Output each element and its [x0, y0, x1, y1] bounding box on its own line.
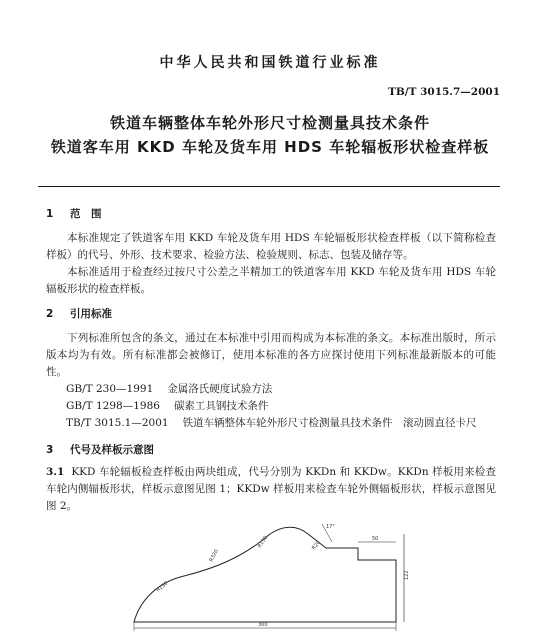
- section-number: 3: [46, 444, 54, 456]
- section-3-heading: [46, 442, 154, 457]
- title-divider: [38, 186, 500, 187]
- section-title: 引用标准: [70, 308, 112, 320]
- paragraph: 本标准适用于检查经过按尺寸公差之半精加工的铁道客车用 KKD 车轮及货车用 HDS 车轮辐板形状的检查样板。: [46, 266, 496, 295]
- section-number: 2: [46, 308, 54, 320]
- standard-number: TB/T 3015.7—2001: [388, 86, 500, 98]
- section-2-body: [46, 330, 496, 381]
- dimension-label: 50: [372, 536, 379, 542]
- gauge-drawing: [100, 520, 430, 632]
- paragraph: 下列标准所包含的条文，通过在本标准中引用而构成为本标准的条文。本标准出版时，所示版本均为有效。所有标准都会被修订，使用本标准的各方应探讨使用下列标准最新版本的可能性。: [46, 332, 496, 378]
- section-1-heading: [46, 206, 102, 221]
- section-title: 范 围: [70, 208, 102, 220]
- reference-list: [66, 381, 506, 432]
- dimension-label: 17°: [326, 524, 335, 530]
- dimension-label: R130: [155, 580, 170, 594]
- gauge-figure: [100, 520, 430, 632]
- paragraph: 本标准规定了铁道客车用 KKD 车轮及货车用 HDS 车轮辐板形状检查样板（以下简称检查样板）的代号、外形、技术要求、检验方法、检验规则、标志、包装及储存等。: [46, 232, 496, 261]
- reference-item: [66, 381, 506, 398]
- reference-title: 铁道车辆整体车轮外形尺寸检测量具技术条件 滚动圆直径卡尺: [182, 417, 477, 429]
- section-1-body: [46, 230, 496, 298]
- subsection-number: 3.1: [46, 466, 65, 478]
- reference-item: [66, 415, 506, 432]
- paragraph: [46, 464, 496, 515]
- dimension-label: 122: [404, 570, 410, 580]
- reference-code: TB/T 3015.1—2001: [66, 417, 169, 429]
- reference-item: [66, 398, 506, 415]
- document-title-line-2: 铁道客车用 KKD 车轮及货车用 HDS 车轮辐板形状检查样板: [50, 138, 490, 156]
- reference-code: GB/T 230—1991: [66, 383, 154, 395]
- subsection-text: KKD 车轮辐板检查样板由两块组成，代号分别为 KKDn 和 KKDw。KKDn 样板用来检查车轮内侧辐板形状，样板示意图见图 1；KKDw 样板用来检查车轮外侧辐板形状，样板示意图见图 2。: [46, 466, 496, 512]
- document-title-line-1: 铁道车辆整体车轮外形尺寸检测量具技术条件: [109, 114, 430, 132]
- section-number: 1: [46, 208, 54, 220]
- dimension-label: R130: [256, 535, 270, 550]
- section-title: 代号及样板示意图: [70, 444, 154, 456]
- dimension-label: 300: [258, 622, 268, 628]
- dimension-label: R20: [310, 539, 322, 552]
- reference-title: 金属洛氏硬度试验方法: [167, 383, 273, 395]
- dimension-label: R320: [208, 548, 220, 563]
- issuing-organization: 中华人民共和国铁道行业标准: [159, 55, 381, 71]
- section-3-1-body: [46, 464, 496, 515]
- section-2-heading: [46, 306, 112, 321]
- reference-code: GB/T 1298—1986: [66, 400, 160, 412]
- reference-title: 碳素工具钢技术条件: [173, 400, 269, 412]
